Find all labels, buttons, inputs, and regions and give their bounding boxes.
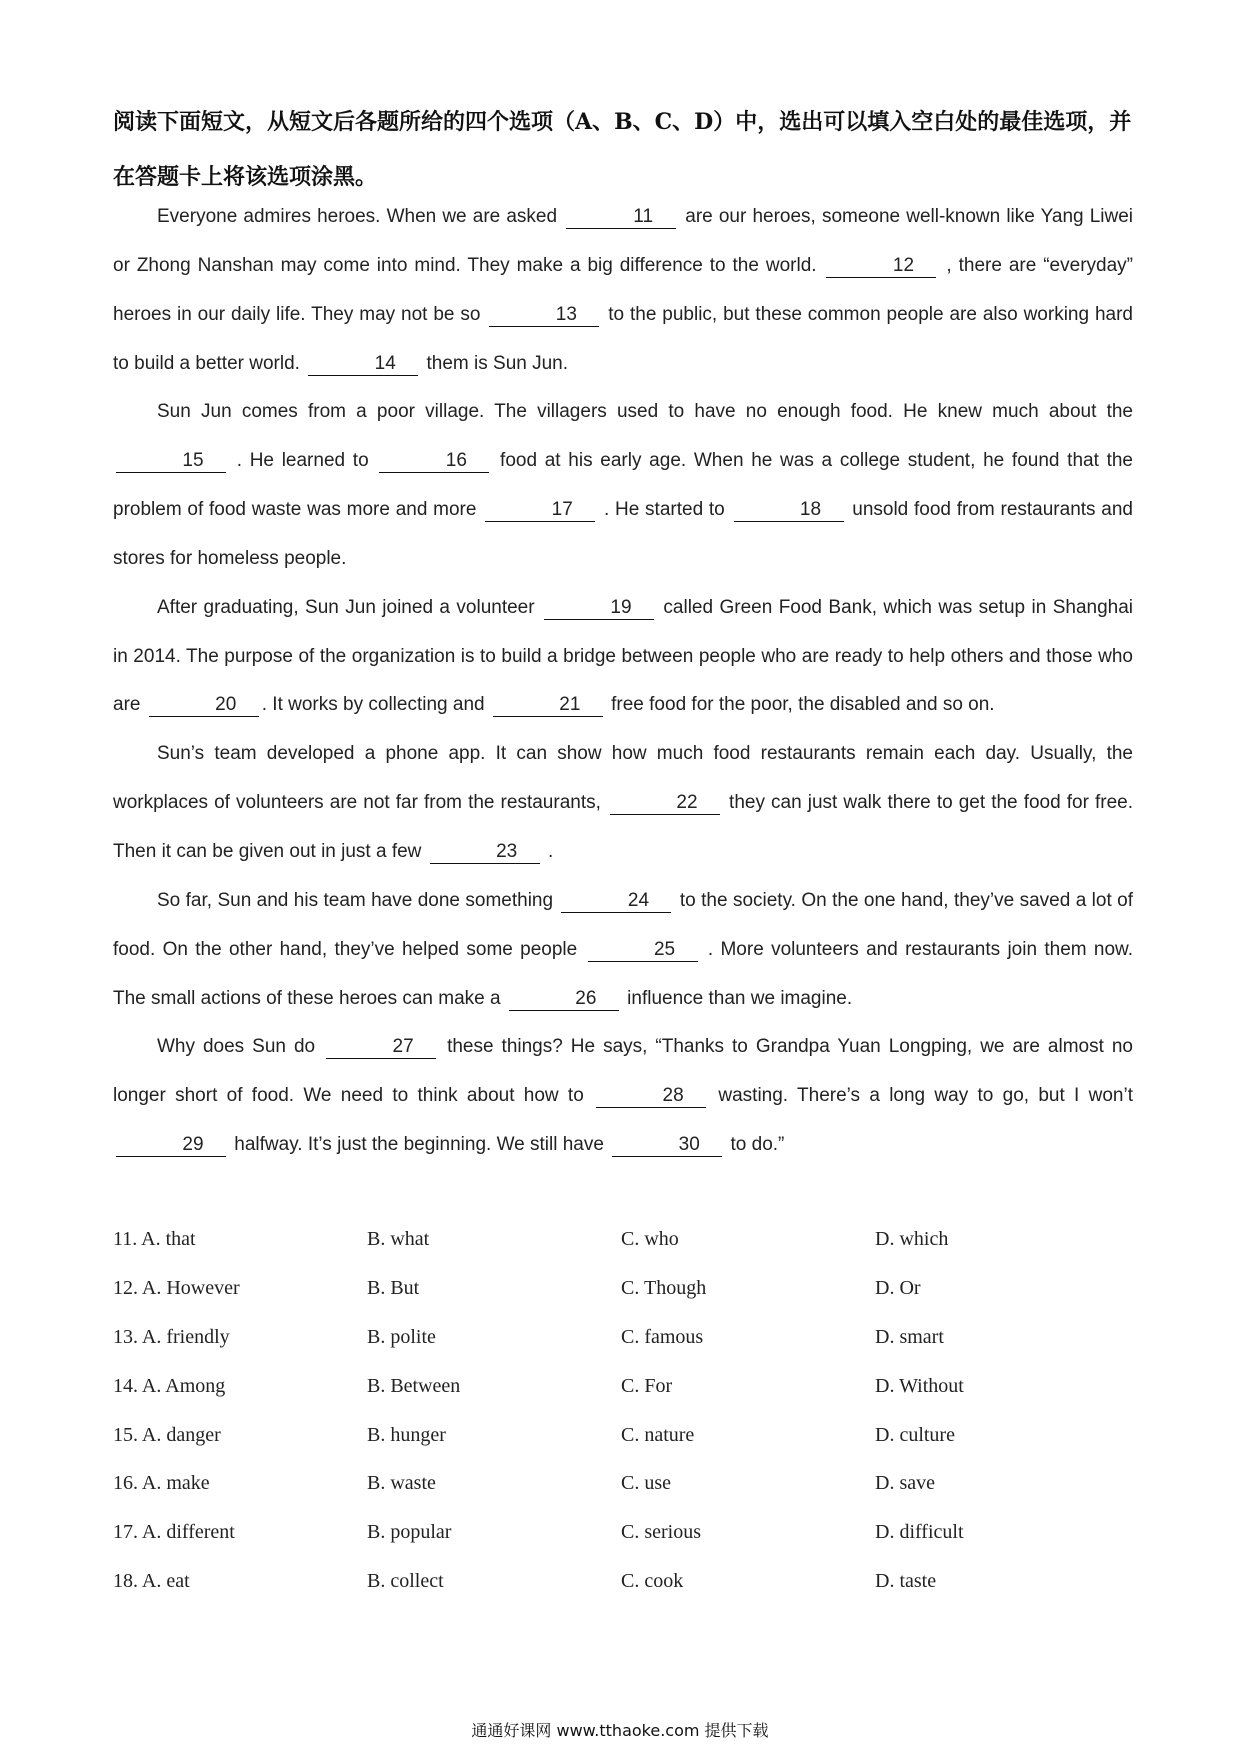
passage-text: . <box>542 840 554 862</box>
passage-text: are our heroes, someone well-known like Yang Liwei or Zhong Nanshan may come into mind. They make a big difference to the world. <box>113 206 1133 276</box>
option-a: A. that <box>141 1228 196 1250</box>
question-row <box>113 1411 1133 1460</box>
question-number: 12. <box>113 1276 138 1299</box>
option-b: B. collect <box>367 1570 444 1593</box>
blank-20: 20 <box>149 694 259 717</box>
passage-paragraph <box>113 584 1133 731</box>
passage-text: called Green Food Bank, which was setup in Shanghai in 2014. The purpose of the organization is to build a bridge between people who are ready to help others and those who are <box>113 596 1134 716</box>
blank-14: 14 <box>308 353 418 376</box>
question-number-and-option-a <box>113 1313 367 1362</box>
blank-23: 23 <box>430 841 540 864</box>
option-c: C. nature <box>621 1423 695 1446</box>
passage-text: , there are “everyday” heroes in our daily life. They may not be so <box>113 254 1133 325</box>
passage-text: to the public, but these common people are also working hard to build a better world. <box>113 303 1133 374</box>
question-number-and-option-a <box>113 1557 367 1606</box>
blank-15: 15 <box>116 450 226 473</box>
passage-text: Sun’s team developed a phone app. It can show how much food restaurants remain each day. Usually, the workplaces of volunteers are not far from the restaurants, <box>113 743 1133 814</box>
passage-text: to the society. On the one hand, they’ve saved a lot of food. On the other hand, they’ve helped some people <box>113 889 1133 960</box>
question-number: 13. <box>113 1325 138 1348</box>
passage-text: unsold food from restaurants and stores for homeless people. <box>113 499 1133 569</box>
question-number: 18. <box>113 1570 138 1593</box>
blank-26: 26 <box>509 988 619 1011</box>
option-c: C. famous <box>621 1325 704 1348</box>
option-d: D. smart <box>875 1325 944 1348</box>
passage-paragraph <box>113 388 1133 583</box>
passage-text: Why does Sun do <box>157 1036 324 1058</box>
option-d: D. taste <box>875 1570 937 1593</box>
question-number-and-option-a <box>113 1508 367 1557</box>
option-b: B. popular <box>367 1521 452 1544</box>
option-c: C. Though <box>621 1276 707 1299</box>
option-d: D. save <box>875 1472 935 1495</box>
passage-text: to do.” <box>725 1134 785 1156</box>
question-number: 16. <box>113 1472 138 1495</box>
passage-text: food at his early age. When he was a college student, he found that the problem of food waste was more and more <box>113 450 1133 521</box>
blank-30: 30 <box>612 1134 722 1157</box>
option-c: C. For <box>621 1374 673 1397</box>
option-a: A. friendly <box>141 1325 230 1348</box>
passage-text: . He learned to <box>229 450 377 472</box>
passage-text: After graduating, Sun Jun joined a volunteer <box>157 596 541 618</box>
blank-27: 27 <box>326 1036 436 1059</box>
question-number-and-option-a <box>113 1411 367 1460</box>
passage-text: these things? He says, “Thanks to Grandpa Yuan Longping, we are almost no longer short of food. We need to think about how to <box>113 1036 1133 1107</box>
option-b: B. Between <box>367 1374 461 1397</box>
blank-19: 19 <box>544 597 654 620</box>
passage-text: . More volunteers and restaurants join them now. The small actions of these heroes can make a <box>113 938 1133 1009</box>
blank-16: 16 <box>379 450 489 473</box>
option-c: C. use <box>621 1472 671 1495</box>
option-a: A. eat <box>141 1570 190 1593</box>
passage-text: . He started to <box>598 499 731 521</box>
blank-12: 12 <box>826 255 936 278</box>
question-number-and-option-a <box>113 1362 367 1411</box>
blank-24: 24 <box>561 890 671 913</box>
question-number-and-option-a <box>113 1264 367 1313</box>
option-a: A. However <box>141 1276 240 1299</box>
question-number: 14. <box>113 1374 138 1397</box>
option-d: D. culture <box>875 1423 955 1446</box>
passage-text: them is Sun Jun. <box>421 352 569 374</box>
passage-text: . It works by collecting and <box>261 694 490 716</box>
blank-28: 28 <box>596 1085 706 1108</box>
question-row <box>113 1508 1133 1557</box>
passage-text: halfway. It’s just the beginning. We still have <box>229 1134 610 1156</box>
passage-text: Sun Jun comes from a poor village. The villagers used to have no enough food. He knew much about the <box>157 401 1133 423</box>
option-b: B. polite <box>367 1325 436 1348</box>
footer-text: 通通好课网 www.tthaoke.com 提供下载 <box>471 1721 769 1740</box>
option-d: D. Or <box>875 1276 921 1299</box>
blank-22: 22 <box>610 792 720 815</box>
question-number-and-option-a <box>113 1215 367 1264</box>
blank-29: 29 <box>116 1134 226 1157</box>
blank-13: 13 <box>489 304 599 327</box>
passage-text: wasting. There’s a long way to go, but I won’t <box>709 1085 1133 1107</box>
blank-17: 17 <box>485 499 595 522</box>
passage-text: free food for the poor, the disabled and so on. <box>605 694 995 716</box>
passage-text: they can just walk there to get the food for free. Then it can be given out in just a few <box>113 792 1134 862</box>
question-number: 17. <box>113 1521 138 1544</box>
blank-18: 18 <box>734 499 844 522</box>
option-d: D. which <box>875 1228 949 1250</box>
question-row <box>113 1362 1133 1411</box>
option-c: C. serious <box>621 1521 701 1544</box>
question-row <box>113 1313 1133 1362</box>
passage-paragraph <box>113 877 1133 1024</box>
question-row <box>113 1557 1133 1606</box>
blank-11: 11 <box>566 206 676 229</box>
option-b: B. But <box>367 1276 420 1299</box>
passage-paragraph <box>113 1023 1133 1170</box>
question-row <box>113 1459 1133 1508</box>
option-a: A. different <box>141 1521 235 1544</box>
option-b: B. waste <box>367 1472 436 1495</box>
passage-paragraph <box>113 193 1133 388</box>
instruction-heading: 阅读下面短文，从短文后各题所给的四个选项（A、B、C、D）中，选出可以填入空白处的最佳选项，并在答题卡上将该选项涂黑。 <box>113 109 1132 190</box>
question-number-and-option-a <box>113 1459 367 1508</box>
blank-25: 25 <box>588 939 698 962</box>
passage <box>113 193 1133 1170</box>
option-b: B. what <box>367 1228 430 1250</box>
question-row <box>113 1215 1133 1264</box>
option-c: C. cook <box>621 1570 684 1593</box>
option-a: A. danger <box>141 1423 221 1446</box>
passage-text: So far, Sun and his team have done something <box>157 889 559 911</box>
passage-paragraph <box>113 730 1133 877</box>
option-c: C. who <box>621 1228 679 1250</box>
passage-text: Everyone admires heroes. When we are asked <box>157 206 564 227</box>
option-d: D. difficult <box>875 1521 964 1544</box>
option-a: A. make <box>141 1472 210 1495</box>
options-list <box>113 1215 1133 1606</box>
question-row <box>113 1264 1133 1313</box>
option-a: A. Among <box>141 1374 226 1397</box>
passage-text: influence than we imagine. <box>621 987 853 1009</box>
option-d: D. Without <box>875 1374 964 1397</box>
question-number: 11. <box>113 1228 138 1250</box>
question-number: 15. <box>113 1423 138 1446</box>
option-b: B. hunger <box>367 1423 446 1446</box>
blank-21: 21 <box>493 694 603 717</box>
